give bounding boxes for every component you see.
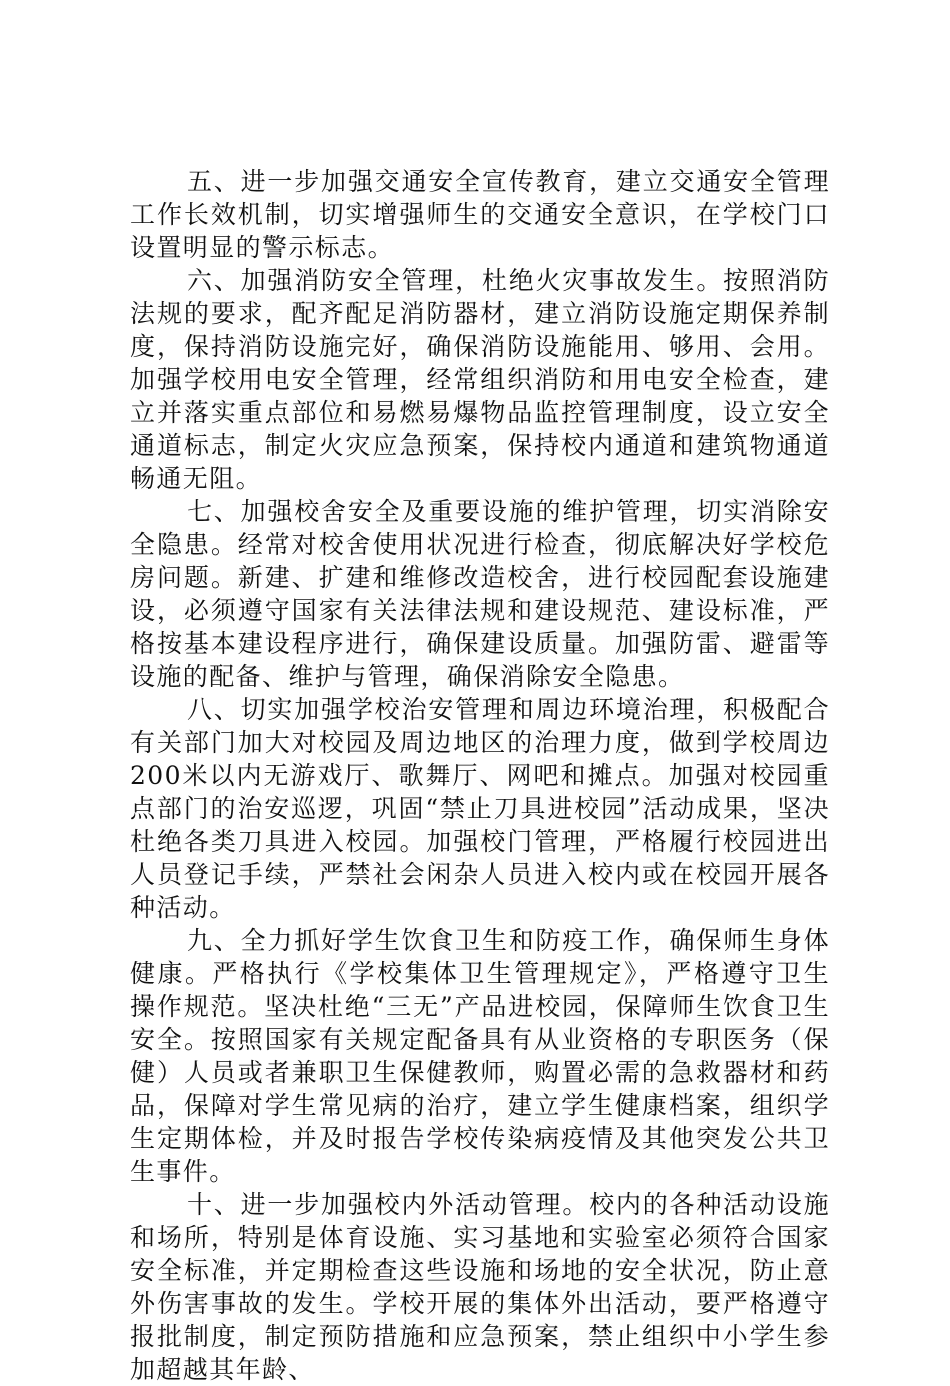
paragraph-10: 十、进一步加强校内外活动管理。校内的各种活动设施和场所，特别是体育设施、实习基地和实验室必须符合国家安全标准，并定期检查这些设施和场地的安全状况，防止意外伤害事故的发生。学校开展的集体外出活动，要严格遵守报批制度，制定预防措施和应急预案，禁止组织中小学生参加超越其年龄、 xyxy=(130,1190,830,1384)
paragraph-9: 九、全力抓好学生饮食卫生和防疫工作，确保师生身体健康。严格执行《学校集体卫生管理规定》，严格遵守卫生操作规范。坚决杜绝“三无”产品进校园，保障师生饮食卫生安全。按照国家有关规定配备具有从业资格的专职医务（保健）人员或者兼职卫生保健教师，购置必需的急救器材和药品，保障对学生常见病的治疗，建立学生健康档案，组织学生定期体检，并及时报告学校传染病疫情及其他突发公共卫生事件。 xyxy=(130,926,830,1186)
document-body xyxy=(130,165,830,1386)
paragraph-7: 七、加强校舍安全及重要设施的维护管理，切实消除安全隐患。经常对校舍使用状况进行检查，彻底解决好学校危房问题。新建、扩建和维修改造校舍，进行校园配套设施建设，必须遵守国家有关法律法规和建设规范、建设标准，严格按基本建设程序进行，确保建设质量。加强防雷、避雷等设施的配备、维护与管理，确保消除安全隐患。 xyxy=(130,497,830,691)
paragraph-6: 六、加强消防安全管理，杜绝火灾事故发生。按照消防法规的要求，配齐配足消防器材，建立消防设施定期保养制度，保持消防设施完好，确保消防设施能用、够用、会用。加强学校用电安全管理，经常组织消防和用电安全检查，建立并落实重点部位和易燃易爆物品监控管理制度，设立安全通道标志，制定火灾应急预案，保持校内通道和建筑物通道畅通无阻。 xyxy=(130,266,830,493)
paragraph-5: 五、进一步加强交通安全宣传教育，建立交通安全管理工作长效机制，切实增强师生的交通安全意识，在学校门口设置明显的警示标志。 xyxy=(130,167,830,262)
paragraph-8: 八、切实加强学校治安管理和周边环境治理，积极配合有关部门加大对校园及周边地区的治理力度，做到学校周边200米以内无游戏厅、歌舞厅、网吧和摊点。加强对校园重点部门的治安巡逻，巩固“禁止刀具进校园”活动成果，坚决杜绝各类刀具进入校园。加强校门管理，严格履行校园进出人员登记手续，严禁社会闲杂人员进入校内或在校园开展各种活动。 xyxy=(130,695,830,922)
